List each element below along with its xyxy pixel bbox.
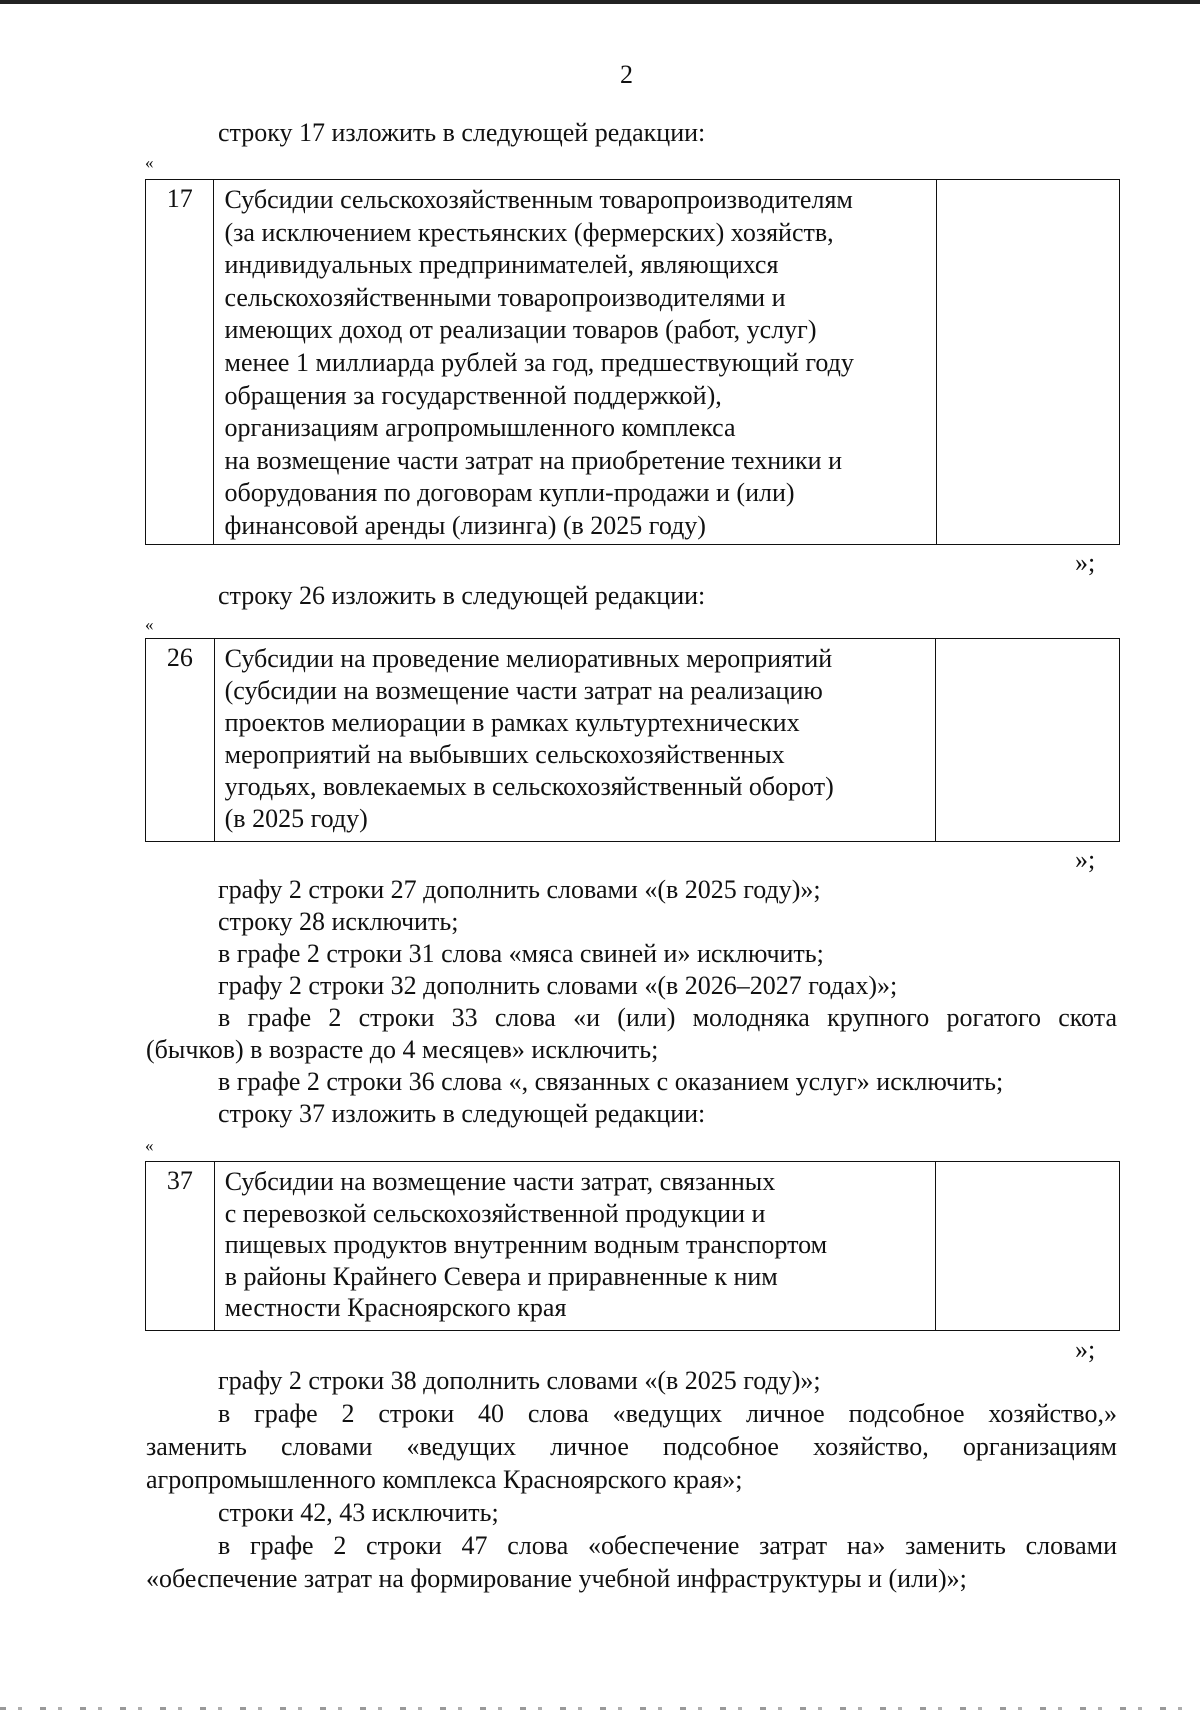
amend-row-38: графу 2 строки 38 дополнить словами «(в 2025 году)»;	[218, 1366, 821, 1395]
amend-row-32: графу 2 строки 32 дополнить словами «(в 2026–2027 годах)»;	[218, 971, 898, 1000]
row-text	[214, 639, 936, 842]
table-row-37	[145, 1161, 1120, 1331]
amend-row-47-line2: «обеспечение затрат на формирование учебной инфраструктуры и (или)»;	[146, 1564, 967, 1593]
row-text-line: местности Красноярского края	[224, 1293, 567, 1322]
amend-row-47-line1: в графе 2 строки 47 слова «обеспечение затрат на» заменить словами	[218, 1531, 1117, 1560]
row-text	[214, 1162, 935, 1331]
amend-row-40-line1: в графе 2 строки 40 слова «ведущих личное подсобное хозяйство,»	[218, 1399, 1117, 1428]
quote-open-37: «	[145, 1136, 154, 1155]
row-text-line: Субсидии на возмещение части затрат, связанных	[224, 1167, 776, 1196]
row-number: 17	[146, 180, 214, 545]
row-text-line: мероприятий на выбывших сельскохозяйственных	[224, 740, 785, 769]
row-text-line: организациям агропромышленного комплекса	[224, 413, 736, 443]
row-text-line: сельскохозяйственными товаропроизводителями и	[224, 282, 786, 312]
row-text-line: менее 1 миллиарда рублей за год, предшествующий году	[224, 347, 854, 377]
table-row-26	[145, 638, 1120, 842]
amend-row-40-line3: агропромышленного комплекса Красноярского края»;	[146, 1465, 743, 1494]
row-text-line: финансовой аренды (лизинга) (в 2025 году)	[224, 510, 706, 540]
row-text-line: в районы Крайнего Севера и приравненные к ним	[224, 1261, 778, 1291]
row-value-cell	[936, 1162, 1120, 1331]
intro-row-26: строку 26 изложить в следующей редакции:	[218, 581, 706, 610]
amend-row-31: в графе 2 строки 31 слова «мяса свиней и» исключить;	[218, 939, 824, 968]
page-number: 2	[620, 60, 633, 89]
row-text-line: имеющих доход от реализации товаров (работ, услуг)	[224, 315, 817, 345]
amend-row-36: в графе 2 строки 36 слова «, связанных с оказанием услуг» исключить;	[218, 1067, 1004, 1096]
row-number: 26	[146, 639, 215, 842]
amend-row-40-line2: заменить словами «ведущих личное подсобное хозяйство, организациям	[146, 1432, 1117, 1461]
row-text-line: (в 2025 году)	[224, 804, 368, 833]
amend-row-28: строку 28 исключить;	[218, 907, 459, 936]
amend-rows-42-43: строки 42, 43 исключить;	[218, 1498, 499, 1527]
amend-row-33-line2: (бычков) в возрасте до 4 месяцев» исключить;	[146, 1035, 659, 1064]
quote-close-17: »;	[1075, 548, 1096, 577]
page-top-edge	[0, 0, 1200, 4]
row-text-line: угодьях, вовлекаемых в сельскохозяйственный оборот)	[224, 772, 834, 801]
row-text-line: Субсидии на проведение мелиоративных мероприятий	[224, 644, 833, 673]
row-text-line: пищевых продуктов внутренним водным транспортом	[224, 1230, 828, 1259]
row-text-line: оборудования по договорам купли-продажи и (или)	[224, 478, 795, 508]
intro-row-37: строку 37 изложить в следующей редакции:	[218, 1099, 706, 1128]
row-value-cell	[936, 639, 1120, 842]
row-text-line: (субсидии на возмещение части затрат на реализацию	[224, 676, 823, 705]
row-text	[214, 180, 937, 545]
row-text-line: обращения за государственной поддержкой),	[224, 380, 722, 410]
row-text-line: Субсидии сельскохозяйственным товаропроизводителям	[224, 185, 853, 214]
quote-close-26: »;	[1075, 845, 1096, 874]
amend-row-33-line1: в графе 2 строки 33 слова «и (или) молодняка крупного рогатого скота	[218, 1003, 1117, 1032]
row-text-line: на возмещение части затрат на приобретение техники и	[224, 445, 843, 475]
scan-edge-noise	[0, 1707, 1200, 1710]
row-text-line: с перевозкой сельскохозяйственной продукции и	[224, 1198, 766, 1228]
row-text-line: проектов мелиорации в рамках культуртехнических	[224, 708, 800, 737]
row-number: 37	[146, 1162, 215, 1331]
quote-open-26: «	[145, 615, 154, 634]
intro-row-17: строку 17 изложить в следующей редакции:	[218, 118, 706, 147]
row-text-line: (за исключением крестьянских (фермерских) хозяйств,	[224, 217, 834, 247]
row-value-cell	[937, 180, 1120, 545]
quote-open-17: «	[145, 153, 154, 172]
quote-close-37: »;	[1075, 1335, 1096, 1364]
amend-row-27: графу 2 строки 27 дополнить словами «(в 2025 году)»;	[218, 875, 821, 904]
table-row-17	[145, 179, 1120, 545]
row-text-line: индивидуальных предпринимателей, являющихся	[224, 250, 779, 280]
